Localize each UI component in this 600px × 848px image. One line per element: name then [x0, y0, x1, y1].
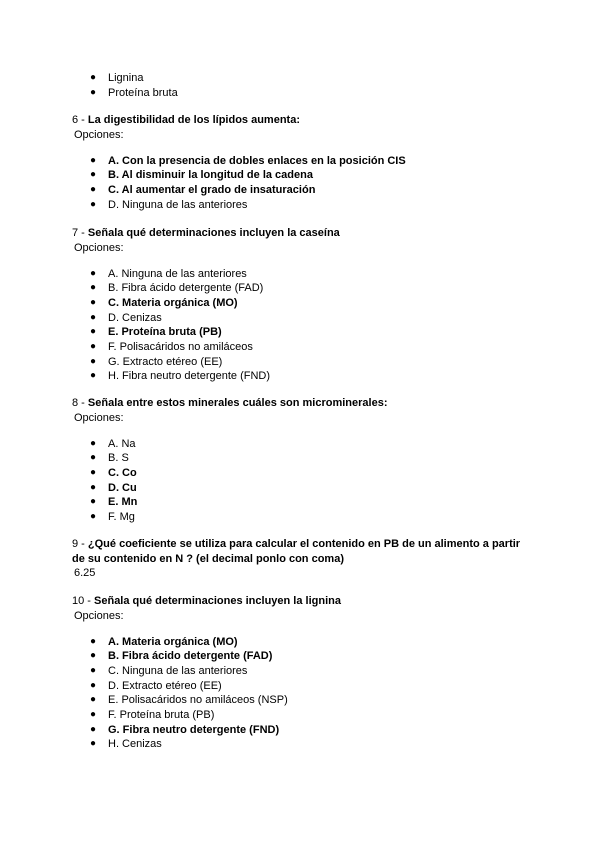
option-text: G. Extracto etéreo (EE) — [108, 355, 223, 368]
list-item — [72, 649, 542, 664]
question-title — [72, 594, 542, 609]
bullet-icon: ● — [90, 650, 97, 662]
list-item — [72, 168, 542, 183]
list-item — [72, 737, 542, 752]
bullet-icon: ● — [90, 679, 97, 691]
bullet-icon: ● — [90, 198, 97, 210]
question-text: Señala qué determinaciones incluyen la caseína — [87, 227, 340, 239]
question-title — [72, 537, 542, 552]
options-label: Opciones: — [74, 411, 124, 424]
list-item — [72, 466, 542, 481]
list-item — [72, 481, 542, 496]
option-text: D. Cu — [108, 481, 137, 494]
bullet-icon: ● — [90, 355, 97, 367]
option-text: C. Al aumentar el grado de insaturación — [108, 183, 316, 196]
option-text: F. Proteína bruta (PB) — [108, 708, 215, 721]
option-text: C. Ninguna de las anteriores — [108, 664, 248, 677]
list-item — [72, 311, 542, 326]
option-text: Proteína bruta — [108, 86, 178, 99]
option-text: E. Proteína bruta (PB) — [108, 326, 222, 339]
question-7 — [72, 226, 542, 384]
list-item — [72, 183, 542, 198]
question-text: La digestibilidad de los lípidos aumenta: — [87, 114, 300, 126]
list-item — [72, 437, 542, 452]
question-title — [72, 396, 542, 411]
option-list — [72, 154, 542, 213]
bullet-icon: ● — [90, 510, 97, 522]
bullet-icon: ● — [90, 326, 97, 338]
question-9 — [72, 537, 542, 580]
question-text: ¿Qué coeficiente se utiliza para calcular el contenido en PB de un alimento a partir — [87, 538, 521, 550]
question-number: 7 - — [72, 227, 88, 239]
list-item — [72, 281, 542, 296]
list-item — [72, 267, 542, 282]
option-text: E. Mn — [108, 496, 138, 509]
option-text: D. Cenizas — [108, 311, 162, 324]
list-item — [72, 451, 542, 466]
option-text: F. Polisacáridos no amiláceos — [108, 340, 253, 353]
bullet-icon: ● — [90, 282, 97, 294]
option-text: E. Polisacáridos no amiláceos (NSP) — [108, 694, 288, 707]
option-list — [72, 71, 542, 100]
question-8 — [72, 396, 542, 525]
bullet-icon: ● — [90, 437, 97, 449]
list-item — [72, 495, 542, 510]
option-text: D. Ninguna de las anteriores — [108, 198, 248, 211]
question-text: Señala entre estos minerales cuáles son microminerales: — [87, 397, 388, 409]
options-label: Opciones: — [74, 241, 124, 254]
answer-value: 6.25 — [74, 567, 96, 579]
option-text: Lignina — [108, 72, 144, 84]
list-item — [72, 723, 542, 738]
option-text: G. Fibra neutro detergente (FND) — [108, 723, 280, 736]
question-6 — [72, 113, 542, 212]
bullet-icon: ● — [90, 267, 97, 279]
list-item — [72, 369, 542, 384]
option-text: A. Ninguna de las anteriores — [108, 267, 247, 280]
bullet-icon: ● — [90, 296, 97, 308]
bullet-icon: ● — [90, 169, 97, 181]
list-item — [72, 635, 542, 650]
question-number: 8 - — [72, 397, 88, 409]
option-list — [72, 635, 542, 753]
question-number: 6 - — [72, 114, 88, 126]
list-item — [72, 510, 542, 525]
option-text: C. Co — [108, 466, 137, 479]
options-label: Opciones: — [74, 609, 124, 622]
list-item — [72, 355, 542, 370]
list-item — [72, 198, 542, 213]
bullet-icon: ● — [90, 452, 97, 464]
question-number: 9 - — [72, 538, 88, 550]
list-item — [72, 340, 542, 355]
bullet-icon: ● — [90, 723, 97, 735]
option-text: B. Al disminuir la longitud de la cadena — [108, 169, 313, 182]
list-item — [72, 154, 542, 169]
options-label: Opciones: — [74, 128, 124, 141]
bullet-icon: ● — [90, 154, 97, 166]
question-10 — [72, 594, 542, 752]
option-list — [72, 437, 542, 525]
list-item — [72, 325, 542, 340]
option-text: B. Fibra ácido detergente (FAD) — [108, 282, 264, 295]
list-item — [72, 708, 542, 723]
option-text: H. Fibra neutro detergente (FND) — [108, 370, 271, 383]
list-item — [72, 664, 542, 679]
list-item — [72, 693, 542, 708]
bullet-icon: ● — [90, 466, 97, 478]
question-title — [72, 113, 542, 128]
option-text: D. Extracto etéreo (EE) — [108, 679, 222, 692]
option-text: A. Na — [108, 437, 136, 450]
question-text-continued: de su contenido en N ? (el decimal ponlo con coma) — [72, 552, 344, 565]
bullet-icon: ● — [90, 311, 97, 323]
question-text: Señala qué determinaciones incluyen la lignina — [94, 595, 341, 607]
list-item — [72, 296, 542, 311]
bullet-icon: ● — [90, 340, 97, 352]
bullet-icon: ● — [90, 86, 97, 98]
bullet-icon: ● — [90, 370, 97, 382]
bullet-icon: ● — [90, 635, 97, 647]
option-text: B. Fibra ácido detergente (FAD) — [108, 650, 273, 663]
bullet-icon: ● — [90, 481, 97, 493]
option-list — [72, 267, 542, 385]
option-text: A. Materia orgánica (MO) — [108, 635, 238, 648]
question-title — [72, 226, 542, 241]
previous-options — [72, 71, 542, 100]
option-text: C. Materia orgánica (MO) — [108, 296, 238, 309]
option-text: A. Con la presencia de dobles enlaces en la posición CIS — [108, 154, 406, 167]
list-item — [72, 679, 542, 694]
list-item — [72, 86, 542, 101]
option-text: H. Cenizas — [108, 738, 162, 751]
bullet-icon: ● — [90, 496, 97, 508]
bullet-icon: ● — [90, 708, 97, 720]
bullet-icon: ● — [90, 694, 97, 706]
bullet-icon: ● — [90, 72, 97, 83]
question-number: 10 - — [72, 595, 95, 607]
option-text: F. Mg — [108, 510, 135, 523]
bullet-icon: ● — [90, 183, 97, 195]
bullet-icon: ● — [90, 664, 97, 676]
bullet-icon: ● — [90, 738, 97, 750]
option-text: B. S — [108, 452, 129, 465]
list-item — [72, 71, 542, 86]
